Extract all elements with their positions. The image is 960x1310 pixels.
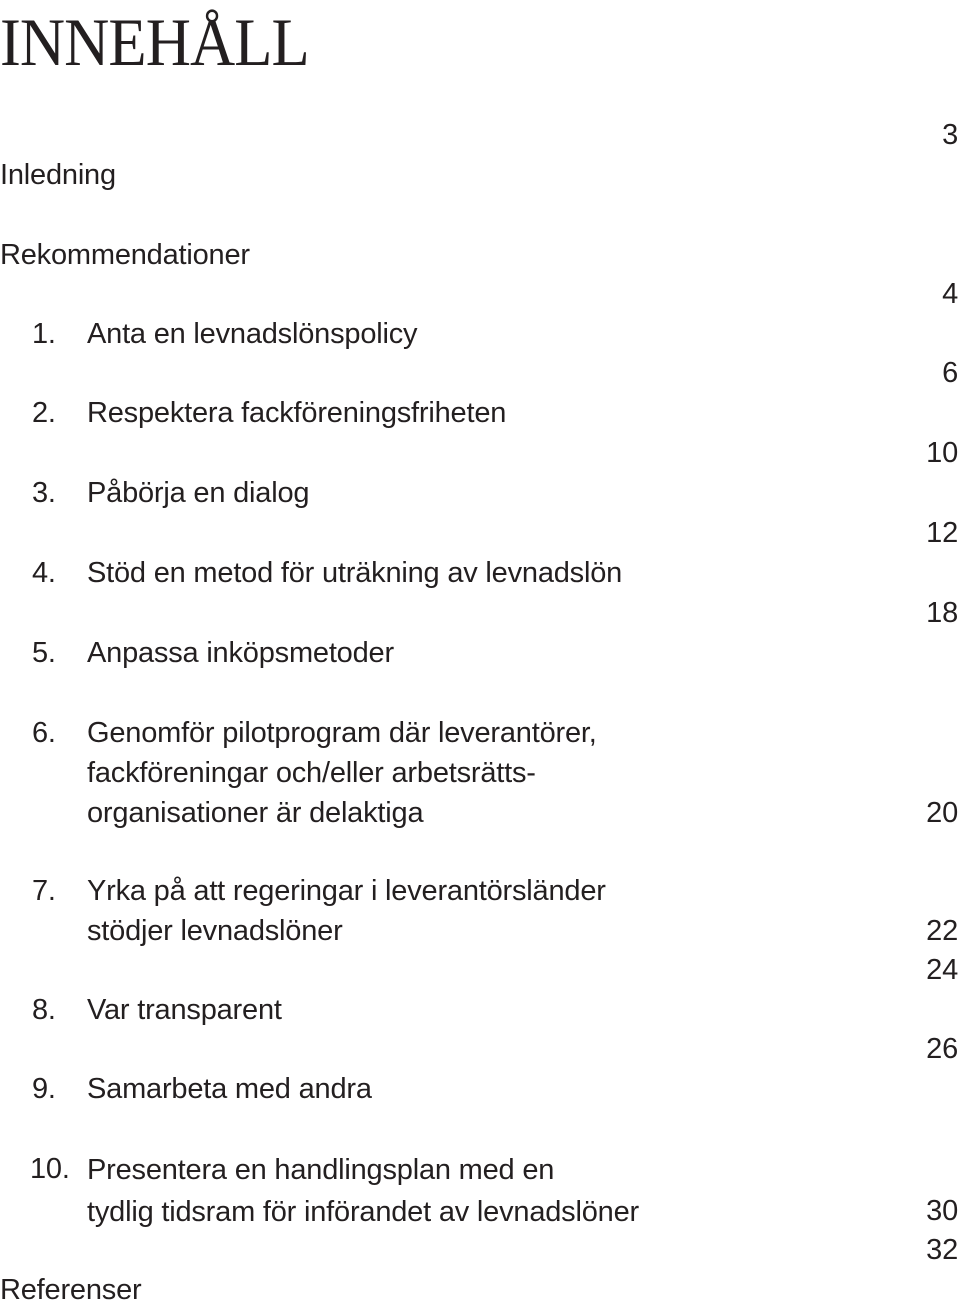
toc-entry-page: 32 — [926, 1234, 958, 1266]
toc-entry-number: 6. — [32, 717, 56, 749]
toc-entry-text: Stöd en metod för uträkning av levnadslön — [87, 557, 623, 589]
toc-entry-number: 3. — [32, 477, 56, 509]
toc-entry-page: 30 — [926, 1195, 958, 1227]
toc-entry-text: Yrka på att regeringar i leverantörsländer stödjer levnadslöner — [87, 875, 606, 947]
toc-entry-number: 8. — [32, 994, 56, 1026]
toc-entry-page: 4 — [942, 278, 958, 310]
toc-entry-text: Rekommendationer — [0, 239, 250, 271]
toc-entry-text: Inledning — [0, 159, 116, 191]
toc-entry-text: Var transparent — [87, 994, 282, 1026]
toc-entry-text: Referenser — [0, 1274, 142, 1306]
toc-entry-number: 10. — [30, 1153, 70, 1185]
toc-entry-7[interactable] — [0, 871, 960, 951]
toc-entry-page: 22 — [926, 915, 958, 947]
toc-entry-page: 10 — [926, 437, 958, 469]
toc-entry-text: Anpassa inköpsmetoder — [87, 637, 394, 669]
toc-entry-10[interactable] — [0, 1149, 960, 1231]
toc-entry-text: Presentera en handlingsplan med en tydlig tidsram för införandet av levnadslöner — [87, 1154, 639, 1228]
toc-entry-6[interactable] — [0, 713, 960, 833]
toc-entry-number: 4. — [32, 557, 56, 589]
page-title: INNEHÅLL — [0, 4, 309, 80]
toc-entry-number: 7. — [32, 875, 56, 907]
toc-entry-page: 26 — [926, 1033, 958, 1065]
toc-entry-text: Genomför pilotprogram där leverantörer, fackföreningar och/eller arbetsrätts- organisationer är delaktiga — [87, 717, 597, 829]
toc-entry-page: 3 — [942, 119, 958, 151]
toc-entry-page: 6 — [942, 357, 958, 389]
toc-entry-text: Påbörja en dialog — [87, 477, 310, 509]
toc-entry-text: Samarbeta med andra — [87, 1073, 372, 1105]
toc-entry-page: 24 — [926, 954, 958, 986]
toc-entry-page: 20 — [926, 797, 958, 829]
toc-entry-number: 2. — [32, 397, 56, 429]
toc-entry-text: Anta en levnadslönspolicy — [87, 318, 418, 350]
toc-entry-number: 5. — [32, 637, 56, 669]
toc-entry-text: Respektera fackföreningsfriheten — [87, 397, 507, 429]
toc-entry-page: 12 — [926, 517, 958, 549]
toc-entry-number: 1. — [32, 318, 56, 350]
toc-entry-number: 9. — [32, 1073, 56, 1105]
toc-entry-page: 18 — [926, 597, 958, 629]
